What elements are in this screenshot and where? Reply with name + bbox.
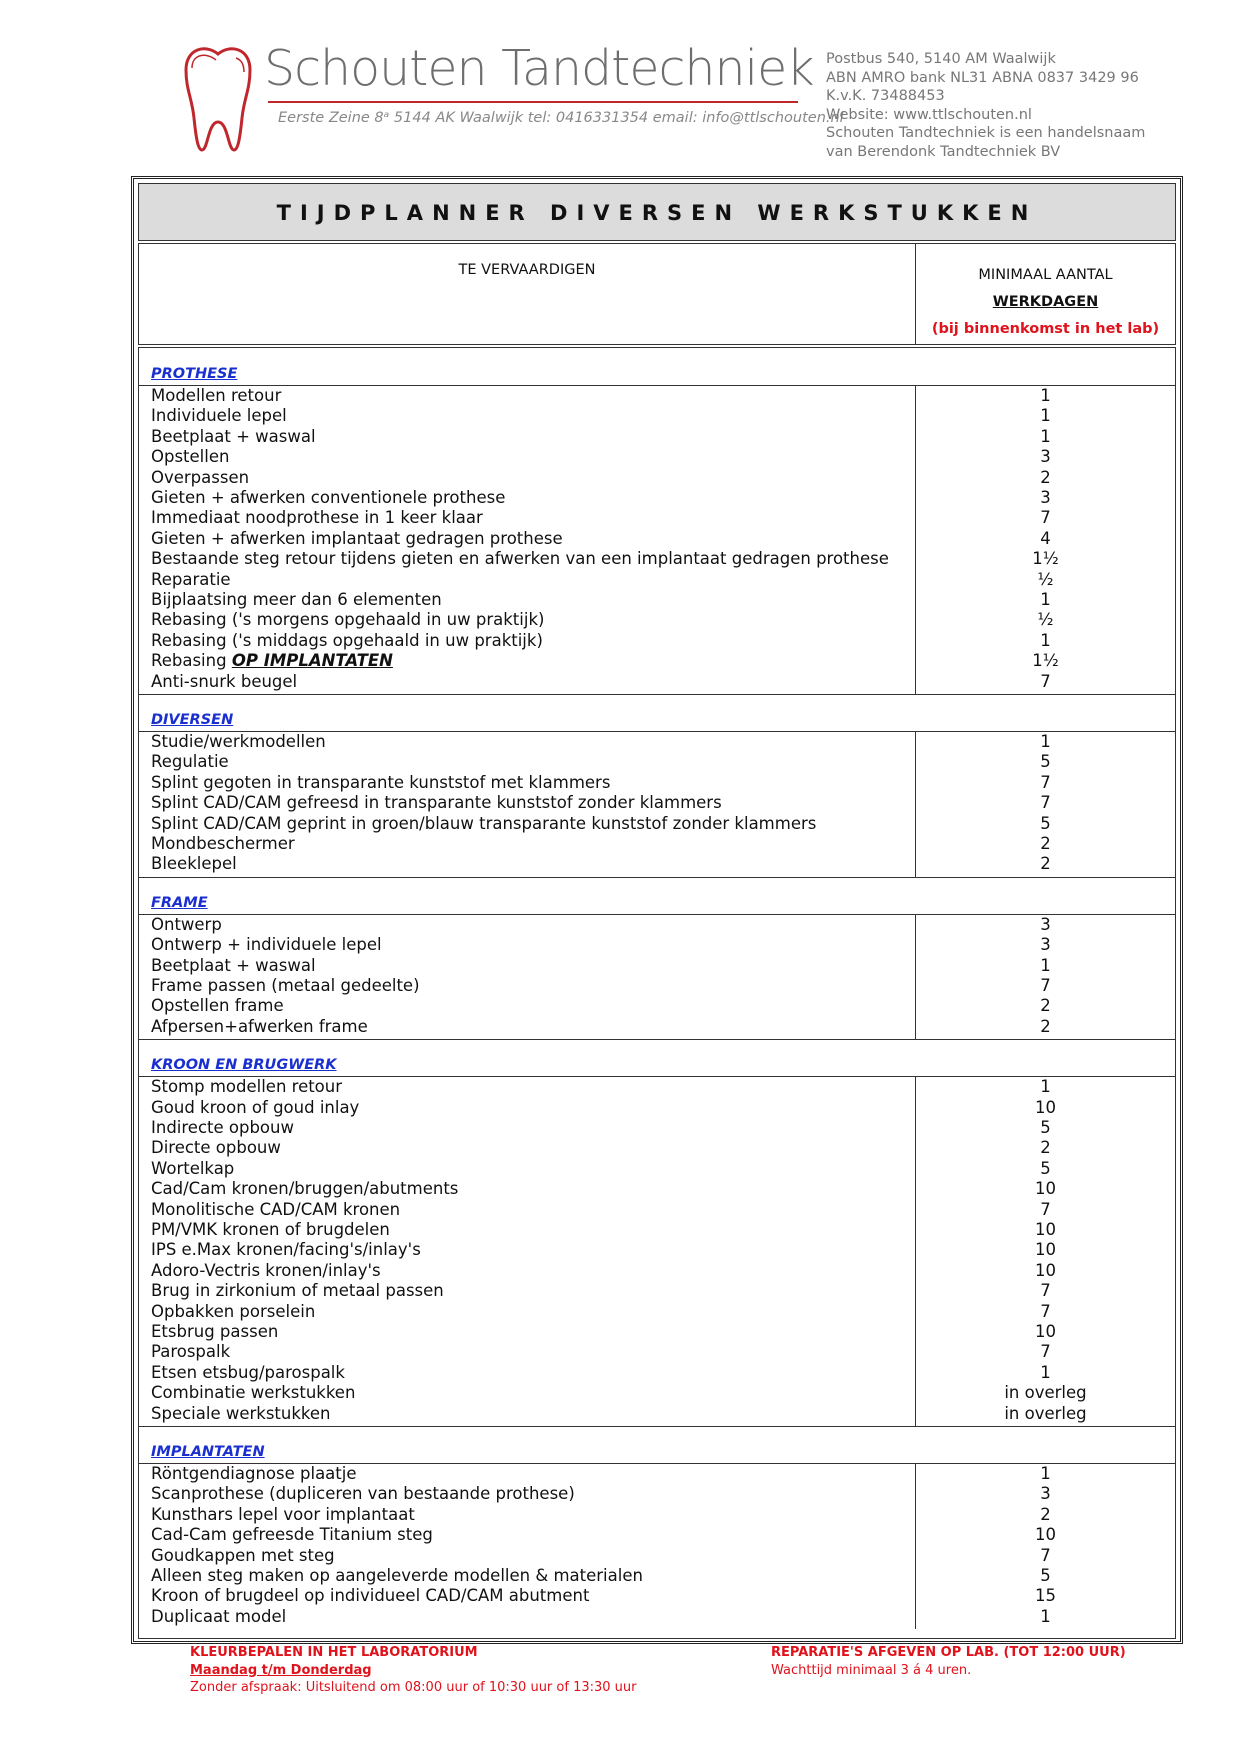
row-label: [151, 1159, 234, 1179]
row-days: 7: [1040, 1342, 1051, 1362]
row-label: [151, 996, 284, 1016]
row-days: 7: [1040, 671, 1051, 691]
row-days: 2: [1040, 996, 1051, 1016]
table-row: [139, 1342, 1175, 1362]
row-label-text: Individuele lepel: [151, 406, 287, 426]
section-title: IMPLANTATEN: [151, 1444, 265, 1460]
table-row: [139, 1017, 1175, 1037]
section-title: FRAME: [151, 894, 208, 911]
row-days: 1: [1040, 630, 1051, 650]
row-label: [151, 1179, 458, 1199]
table-header: [138, 243, 1176, 345]
table-row: [139, 752, 1175, 772]
table-row: [139, 610, 1175, 630]
row-days: 2: [1040, 467, 1051, 487]
row-label-text: Röntgendiagnose plaatje: [151, 1464, 357, 1483]
table-row: [139, 1302, 1175, 1322]
row-label-text: IPS e.Max kronen/facing's/inlay's: [151, 1240, 421, 1260]
row-label: [151, 1261, 381, 1281]
row-days: 4: [1040, 528, 1051, 548]
row-days: 2: [1040, 834, 1051, 853]
table-row: [139, 773, 1175, 793]
row-label: [151, 854, 237, 874]
company-logo: [178, 38, 844, 158]
row-label: [151, 915, 222, 935]
row-days: 10: [1035, 1179, 1056, 1199]
footer-left-times: Zonder afspraak: Uitsluitend om 08:00 uur of 10:30 uur of 13:30 uur: [190, 1680, 637, 1695]
row-days: ½: [1037, 569, 1054, 589]
row-label: [151, 468, 249, 488]
row-label-text: Alleen steg maken op aangeleverde modellen & materialen: [151, 1566, 643, 1585]
row-label-text: Afpersen+afwerken frame: [151, 1016, 368, 1036]
row-label-text: Bleeklepel: [151, 854, 237, 874]
table-row: [139, 508, 1175, 528]
row-label: [151, 406, 287, 426]
row-days: 10: [1035, 1240, 1056, 1260]
row-days: 1: [1040, 1362, 1051, 1382]
table-row: [139, 1383, 1175, 1403]
table-row: [139, 1363, 1175, 1383]
row-label-text: Ontwerp + individuele lepel: [151, 935, 382, 955]
row-label-text: Anti-snurk beugel: [151, 671, 298, 691]
title-bar: [138, 183, 1176, 241]
row-label-text: Overpassen: [151, 467, 250, 487]
table-row: [139, 1138, 1175, 1158]
row-days: 3: [1040, 914, 1051, 934]
row-label-text: Rebasing ('s morgens opgehaald in uw praktijk): [151, 610, 545, 630]
row-days: 7: [1040, 772, 1051, 792]
table-row: [139, 1322, 1175, 1342]
row-days: 10: [1035, 1219, 1056, 1239]
row-days: 10: [1035, 1260, 1056, 1280]
row-label-text: Splint CAD/CAM gefreesd in transparante kunststof zonder klammers: [151, 793, 722, 813]
row-label-text: Monolitische CAD/CAM kronen: [151, 1199, 401, 1219]
row-label: [151, 1098, 359, 1118]
row-label: [151, 610, 544, 630]
row-label: [151, 549, 889, 569]
row-days: 3: [1040, 935, 1051, 955]
row-label-text: Goud kroon of goud inlay: [151, 1097, 360, 1117]
row-label-text: Bijplaatsing meer dan 6 elementen: [151, 590, 442, 609]
table-row: [139, 1098, 1175, 1118]
row-days: in overleg: [1004, 1383, 1087, 1403]
row-days: 10: [1035, 1321, 1056, 1341]
row-days: 2: [1040, 854, 1051, 874]
table-row: [139, 1281, 1175, 1301]
row-label-emphasis: OP IMPLANTATEN: [231, 651, 393, 671]
footer-left-days: Maandag t/m Donderdag: [190, 1662, 372, 1678]
table-row: [139, 1607, 1175, 1627]
row-label: [151, 752, 229, 772]
row-label-text: Rebasing ('s middags opgehaald in uw praktijk): [151, 630, 543, 650]
row-label: [151, 1383, 355, 1403]
company-line: Postbus 540, 5140 AM Waalwijk: [826, 51, 1056, 67]
table-row: [139, 732, 1175, 752]
row-label: [151, 1566, 643, 1586]
section-rows: [139, 915, 1175, 1039]
table-body: [138, 347, 1176, 1639]
table-row: [139, 1566, 1175, 1586]
table-row: [139, 1077, 1175, 1097]
section-title: PROTHESE: [151, 366, 238, 382]
table-row: [139, 935, 1175, 955]
table-row: [139, 427, 1175, 447]
table-row: [139, 386, 1175, 406]
table-row: [139, 570, 1175, 590]
row-label-text: Opstellen frame: [151, 996, 284, 1016]
column-header-days-line1: MINIMAAL AANTAL: [978, 267, 1113, 283]
row-label-text: Opstellen: [151, 447, 230, 467]
row-label: [151, 1077, 342, 1097]
footer-right: [771, 1644, 1126, 1679]
column-header-days-line2: WERKDAGEN: [992, 294, 1099, 310]
table-row: [139, 529, 1175, 549]
table-row: [139, 631, 1175, 651]
row-label: [151, 1281, 444, 1301]
row-label: [151, 793, 722, 813]
row-label-text: Parospalk: [151, 1342, 231, 1362]
row-label-text: Speciale werkstukken: [151, 1403, 331, 1423]
row-label: [151, 956, 316, 976]
row-days: 7: [1040, 508, 1051, 528]
row-label-text: Splint gegoten in transparante kunststof met klammers: [151, 772, 611, 792]
column-header-days: [916, 262, 1175, 343]
row-label-text: Modellen retour: [151, 386, 282, 405]
row-days: 15: [1035, 1586, 1056, 1606]
row-label-text: Ontwerp: [151, 914, 222, 934]
row-label: [151, 1302, 315, 1322]
table-row: [139, 1240, 1175, 1260]
footer-right-wait: Wachttijd minimaal 3 á 4 uren.: [771, 1662, 972, 1678]
column-header-days-note: (bij binnenkomst in het lab): [931, 321, 1160, 337]
table-row: [139, 834, 1175, 854]
row-label-text: Kunsthars lepel voor implantaat: [151, 1504, 415, 1524]
row-label: [151, 935, 382, 955]
row-label: [151, 651, 393, 671]
row-label: [151, 1363, 345, 1383]
row-days: 1½: [1032, 651, 1059, 671]
row-label: [151, 508, 483, 528]
row-label: [151, 1607, 286, 1627]
row-days: 7: [1040, 1281, 1051, 1301]
table-row: [139, 956, 1175, 976]
row-label: [151, 590, 442, 610]
table-row: [139, 1159, 1175, 1179]
table-row: [139, 468, 1175, 488]
row-days: 1: [1040, 590, 1051, 609]
row-label: [151, 814, 816, 834]
table-row: [139, 1505, 1175, 1525]
row-label-text: Brug in zirkonium of metaal passen: [151, 1281, 444, 1301]
page-title: TIJDPLANNER DIVERSEN WERKSTUKKEN: [276, 201, 1038, 225]
row-label: [151, 1404, 331, 1424]
row-days: 7: [1040, 975, 1051, 995]
section-rows: [139, 386, 1175, 694]
footer-right-title: REPARATIE'S AFGEVEN OP LAB. (TOT 12:00 UUR): [771, 1645, 1126, 1660]
row-label-text: Scanprothese (dupliceren van bestaande prothese): [151, 1484, 575, 1504]
row-days: 7: [1040, 793, 1051, 813]
row-label-text: Cad/Cam kronen/bruggen/abutments: [151, 1179, 459, 1199]
table-row: [139, 1546, 1175, 1566]
table-row: [139, 1220, 1175, 1240]
company-line: Website: www.ttlschouten.nl: [826, 106, 1032, 123]
row-days: 1: [1040, 386, 1051, 405]
row-label-text: Reparatie: [151, 569, 231, 589]
row-label-text: Combinatie werkstukken: [151, 1383, 356, 1403]
row-label: [151, 1342, 230, 1362]
table-row: [139, 996, 1175, 1016]
row-days: 1: [1040, 955, 1051, 975]
row-label: [151, 1525, 433, 1545]
table-row: [139, 1586, 1175, 1606]
table-row: [139, 1464, 1175, 1484]
row-label: [151, 976, 420, 996]
brand-underline: [268, 101, 798, 103]
row-label: [151, 1505, 415, 1525]
row-label: [151, 1240, 421, 1260]
row-label: [151, 1118, 294, 1138]
row-days: 1: [1040, 1077, 1051, 1097]
row-label-text: Indirecte opbouw: [151, 1117, 294, 1137]
row-label: [151, 447, 229, 467]
planner-table: [133, 178, 1181, 1642]
row-label-text: Etsbrug passen: [151, 1321, 279, 1341]
row-label-text: Regulatie: [151, 752, 229, 772]
table-row: [139, 1200, 1175, 1220]
table-row: [139, 1179, 1175, 1199]
column-header-item: TE VERVAARDIGEN: [458, 262, 596, 278]
company-line: van Berendonk Tandtechniek BV: [826, 143, 1061, 160]
company-line: ABN AMRO bank NL31 ABNA 0837 3429 96: [826, 69, 1139, 86]
row-label: [151, 427, 316, 447]
brand-name: Schouten Tandtechniek: [264, 40, 814, 97]
row-label-text: Adoro-Vectris kronen/inlay's: [151, 1260, 381, 1280]
section-rows: [139, 732, 1175, 877]
table-row: [139, 1261, 1175, 1281]
table-row: [139, 549, 1175, 569]
row-days: 5: [1040, 1158, 1051, 1178]
row-label-text: Mondbeschermer: [151, 834, 295, 853]
table-row: [139, 1484, 1175, 1504]
row-label-text: Wortelkap: [151, 1158, 235, 1178]
row-days: 10: [1035, 1525, 1056, 1545]
row-label: [151, 834, 295, 854]
row-days: 1: [1040, 406, 1051, 426]
row-label-text: Beetplaat + waswal: [151, 426, 316, 446]
section-rows: [139, 1077, 1175, 1426]
row-label: [151, 631, 543, 651]
row-label-text: Gieten + afwerken implantaat gedragen prothese: [151, 528, 563, 548]
row-label: [151, 1322, 278, 1342]
row-label-text: Rebasing: [151, 651, 232, 671]
section-title: KROON EN BRUGWERK: [151, 1057, 337, 1074]
row-days: 7: [1040, 1545, 1051, 1565]
row-label-text: Bestaande steg retour tijdens gieten en afwerken van een implantaat gedragen prothese: [151, 549, 889, 569]
footer-left-title: KLEURBEPALEN IN HET LABORATORIUM: [190, 1645, 478, 1660]
row-days: 1: [1040, 1606, 1051, 1626]
row-label: [151, 529, 563, 549]
row-days: 5: [1040, 813, 1051, 833]
row-days: 2: [1040, 1504, 1051, 1524]
row-label-text: Studie/werkmodellen: [151, 732, 326, 751]
row-label: [151, 1464, 357, 1484]
row-label-text: Splint CAD/CAM geprint in groen/blauw transparante kunststof zonder klammers: [151, 813, 817, 833]
row-label-text: Gieten + afwerken conventionele prothese: [151, 488, 506, 507]
table-row: [139, 447, 1175, 467]
table-row: [139, 1525, 1175, 1545]
table-row: [139, 915, 1175, 935]
row-label-text: Immediaat noodprothese in 1 keer klaar: [151, 508, 483, 528]
row-days: 10: [1035, 1097, 1056, 1117]
table-row: [139, 814, 1175, 834]
row-days: in overleg: [1004, 1403, 1087, 1423]
row-label: [151, 1484, 575, 1504]
table-row: [139, 1118, 1175, 1138]
tooth-icon: [178, 38, 258, 158]
row-label: [151, 1546, 335, 1566]
table-row: [139, 590, 1175, 610]
table-row: [139, 651, 1175, 671]
row-label: [151, 1220, 390, 1240]
row-days: 2: [1040, 1016, 1051, 1036]
row-label-text: Etsen etsbug/parospalk: [151, 1362, 345, 1382]
row-label: [151, 570, 231, 590]
row-days: 1: [1040, 426, 1051, 446]
row-days: 7: [1040, 1301, 1051, 1321]
row-days: 2: [1040, 1138, 1051, 1158]
row-days: 3: [1040, 488, 1051, 507]
section-rows: [139, 1464, 1175, 1629]
table-row: [139, 672, 1175, 692]
company-line: Schouten Tandtechniek is een handelsnaam: [826, 125, 1146, 142]
footer-left: [190, 1644, 637, 1697]
row-label-text: Kroon of brugdeel op individueel CAD/CAM abutment: [151, 1586, 590, 1606]
row-days: 3: [1040, 1484, 1051, 1504]
row-label: [151, 1017, 368, 1037]
row-days: 1: [1040, 732, 1051, 751]
row-days: 1: [1040, 1464, 1051, 1483]
row-label-text: PM/VMK kronen of brugdelen: [151, 1219, 390, 1239]
company-line: K.v.K. 73488453: [826, 88, 945, 105]
row-label: [151, 672, 297, 692]
row-days: 5: [1040, 1566, 1051, 1585]
row-label-text: Duplicaat model: [151, 1606, 287, 1626]
row-label-text: Cad-Cam gefreesde Titanium steg: [151, 1525, 433, 1545]
row-days: 7: [1040, 1199, 1051, 1219]
section-title: DIVERSEN: [151, 712, 234, 728]
table-row: [139, 976, 1175, 996]
row-label: [151, 773, 610, 793]
row-label-text: Goudkappen met steg: [151, 1545, 335, 1565]
table-row: [139, 488, 1175, 508]
row-label: [151, 386, 281, 406]
table-row: [139, 854, 1175, 874]
table-row: [139, 793, 1175, 813]
row-label: [151, 732, 326, 752]
row-label-text: Directe opbouw: [151, 1138, 281, 1158]
row-label: [151, 1200, 400, 1220]
row-label: [151, 488, 505, 508]
row-label-text: Stomp modellen retour: [151, 1077, 343, 1097]
row-label-text: Beetplaat + waswal: [151, 955, 316, 975]
row-days: 3: [1040, 447, 1051, 467]
row-days: 1½: [1032, 549, 1059, 569]
row-days: ½: [1037, 610, 1054, 630]
row-label-text: Frame passen (metaal gedeelte): [151, 975, 420, 995]
row-days: 5: [1040, 752, 1051, 772]
row-label: [151, 1138, 281, 1158]
table-row: [139, 1404, 1175, 1424]
brand-address: Eerste Zeine 8ᵃ 5144 AK Waalwijk tel: 0416331354 email: info@ttlschouten.nl: [278, 110, 844, 126]
table-row: [139, 406, 1175, 426]
company-info: [826, 50, 1145, 162]
row-days: 5: [1040, 1117, 1051, 1137]
row-label: [151, 1586, 589, 1606]
row-label-text: Opbakken porselein: [151, 1301, 316, 1321]
